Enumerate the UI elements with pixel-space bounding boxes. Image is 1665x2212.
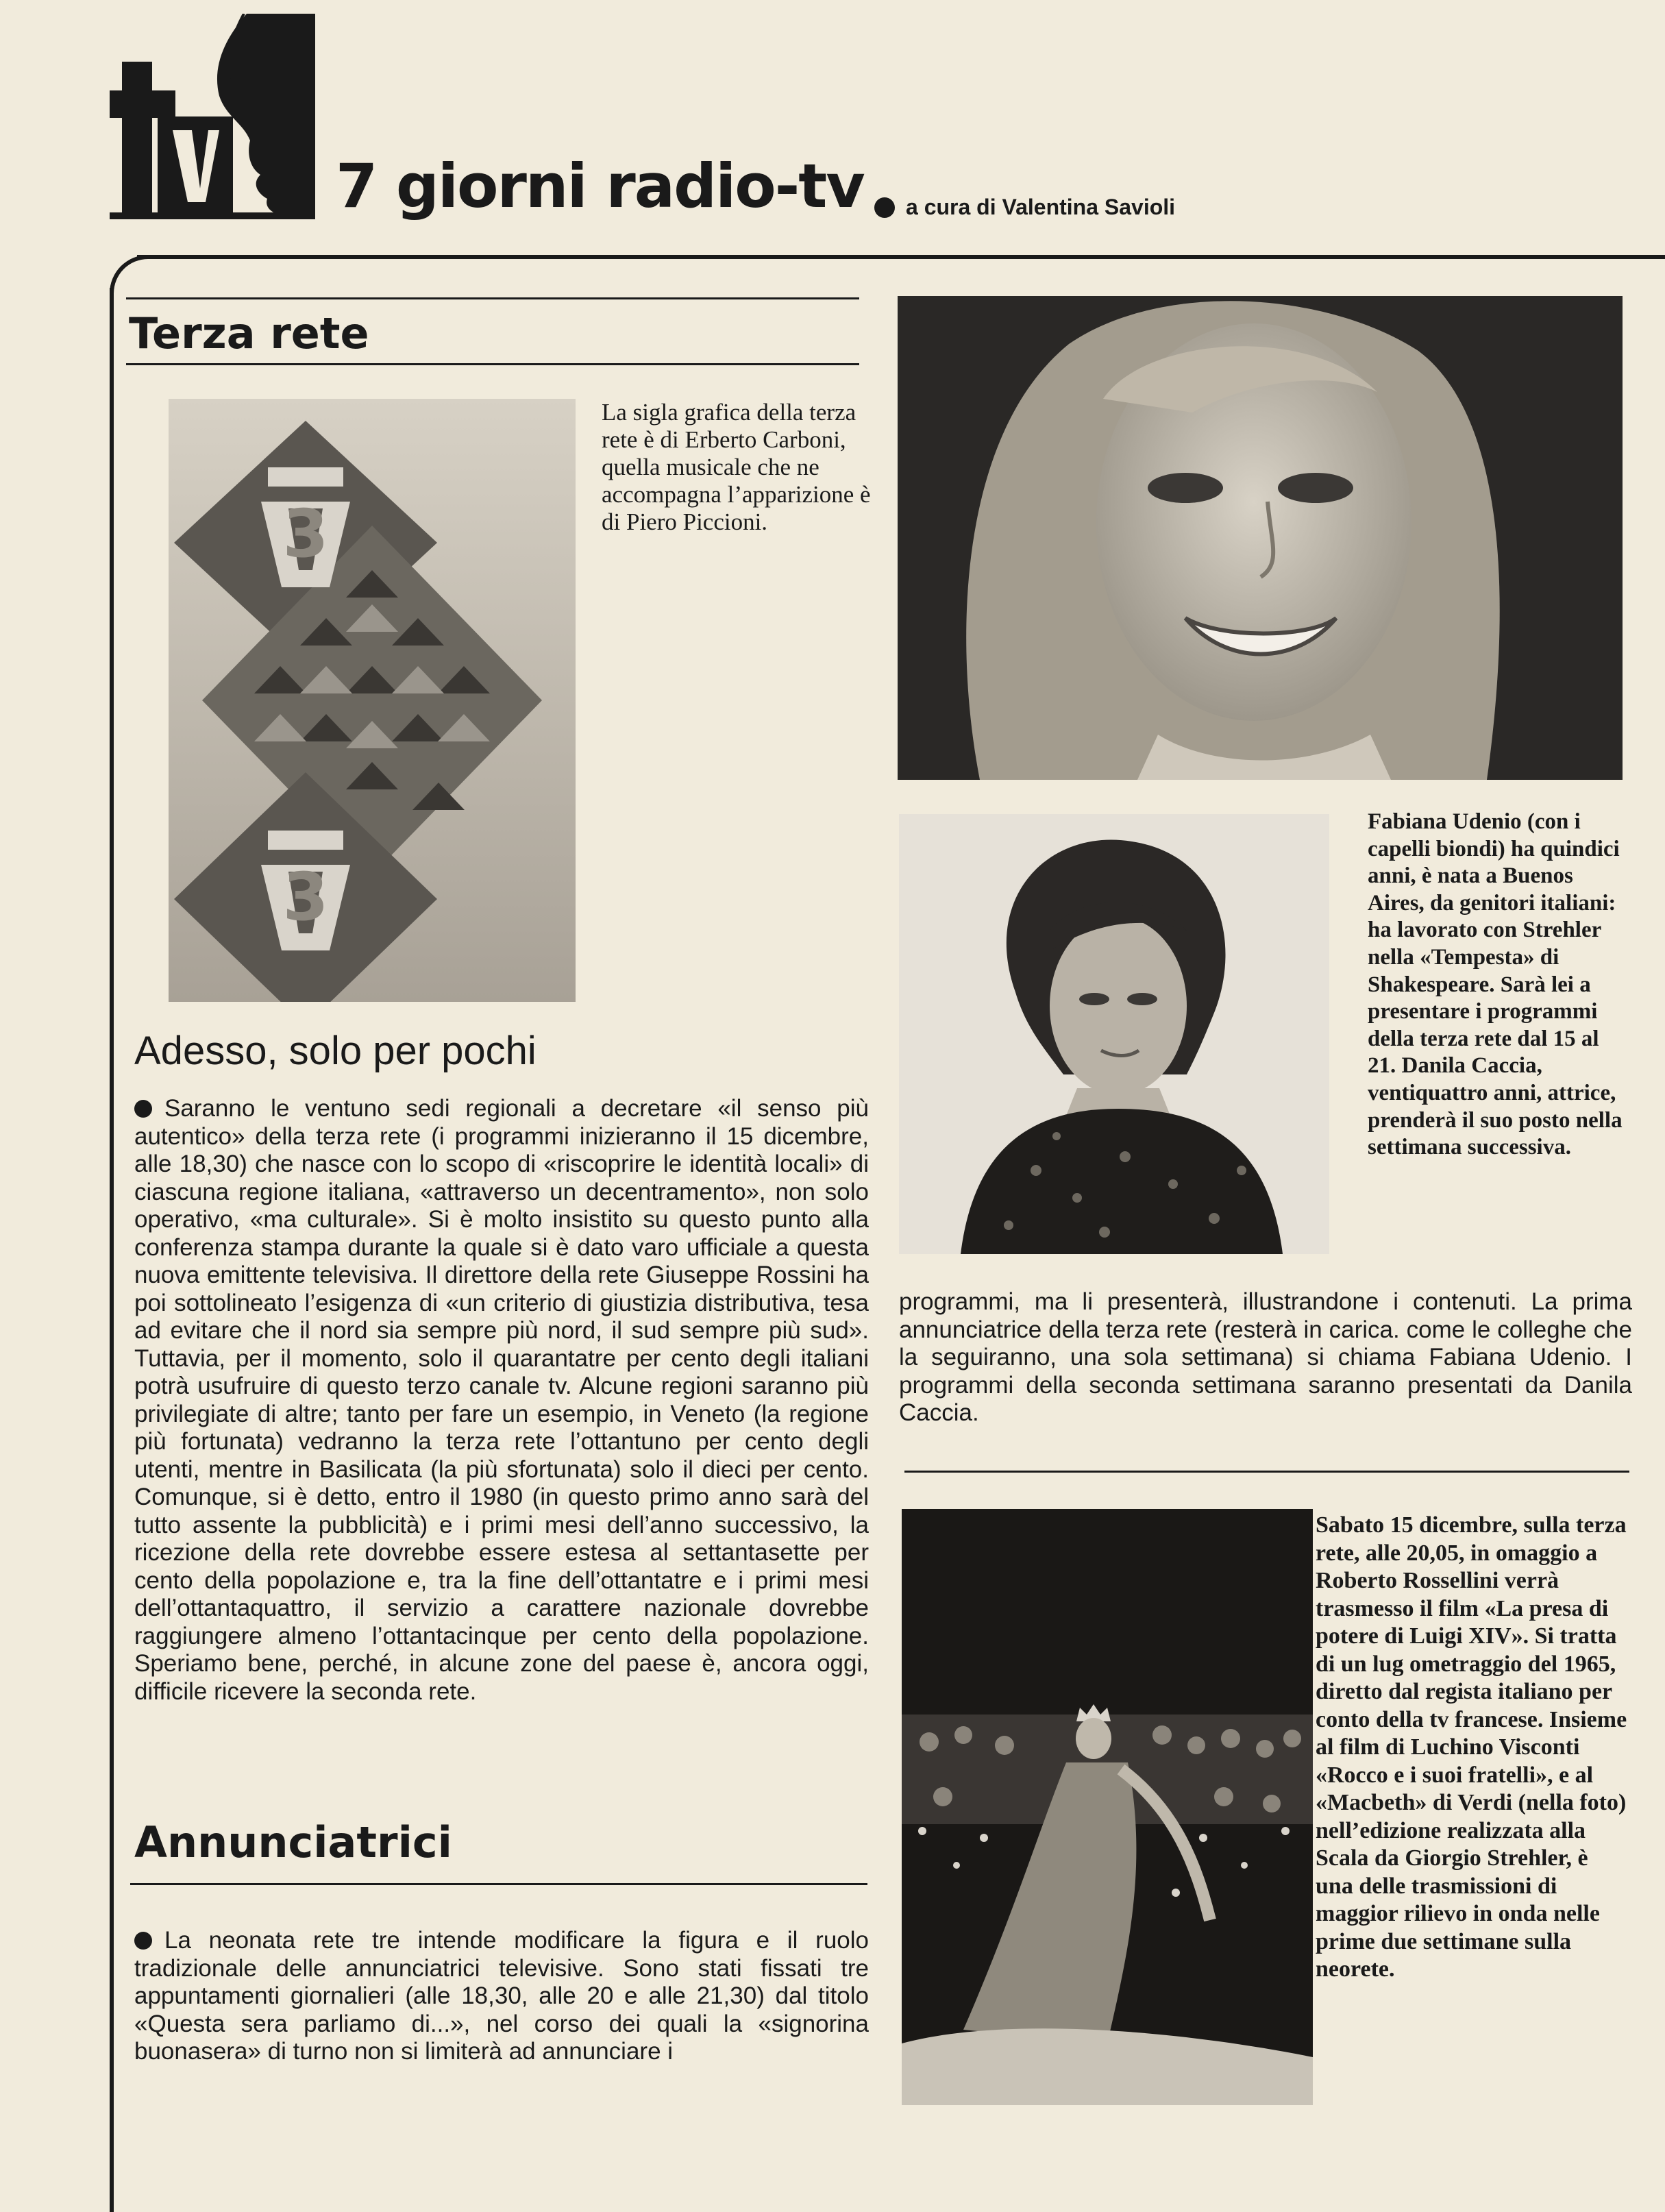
section-rule xyxy=(904,1471,1629,1473)
caption-macbeth: Sabato 15 dicembre, sulla terza rete, alle 20,05, in omaggio a Roberto Rossellini verrà trasmesso il film «La presa di potere di Luigi XIV». Si tratta di un lug ometraggio del 1965, diretto dal regista italiano per conto della tv francese. Insieme al film di Luchino Visconti «Rocco e i suoi fratelli», e al «Macbeth» di Verdi (nella foto) nell’edizione realizzata alla Scala da Giorgio Strehler, è una delle trasmissioni di maggior rilievo in onda nelle prime due settimane sulla neorete. xyxy=(1316,1512,1627,1982)
frame-corner xyxy=(110,255,151,296)
annunciatrici-body-left xyxy=(134,1927,869,2066)
logo-caption: La sigla grafica della terza rete è di Erberto Carboni, quella musicale che ne accompagna l’apparizione è di Piero Piccioni. xyxy=(602,399,871,535)
section-heading-annunciatrici: Annunciatrici xyxy=(134,1817,452,1867)
bullet-icon xyxy=(134,1932,152,1950)
column-title: 7 giorni radio-tv xyxy=(336,151,864,221)
section-rule xyxy=(130,1883,867,1885)
caption-announcers: Fabiana Udenio (con i capelli biondi) ha quindici anni, è nata a Buenos Aires, da genitori italiani: ha lavorato con Strehler nella «Tempesta» di Shakespeare. Sarà lei a presentare i programmi della terza rete dal 15 al 21. Danila Caccia, ventiquattro anni, attrice, prenderà il suo posto nella settimana successiva. xyxy=(1368,809,1623,1160)
logo-mark-bottom: 3 xyxy=(282,859,329,935)
section-rule xyxy=(126,363,859,365)
logo-mark-top: 3 xyxy=(282,495,329,572)
article-body-text: Saranno le ventuno sedi regionali a decretare «il senso più autentico» della terza rete (i programmi inizieranno il 15 dicembre, alle 18,30) che nasce con lo scopo di «riscoprire le identità locali» di ciascuna regione italiana, «attraverso un decentramento», non solo operativo, «ma culturale». Si è molto insistito su questo punto alla conferenza stampa durante la quale si è dato varo ufficiale a questa nuova emittente televisiva. Il direttore della rete Giuseppe Rossini ha poi sottolineato l’esigenza di «un criterio di giustizia distributiva, tesa ad evitare che il nord sia sempre più nord, il sud sempre più sud». Tuttavia, per il momento, solo il quarantatre per cento degli italiani potrà usufruire di questo terzo canale tv. Alcune regioni saranno più privilegiate di altre; tanto per fare un esempio, in Veneto (la regione più fortunata) vedranno la terza rete l’ottantuno per cento degli utenti, mentre in Basilicata (la più sfortunata) solo il dieci per cento. Comunque, si è detto, entro il 1980 (in questo primo anno sarà del tutto assente la pubblicità) e i primi mesi dell’anno successivo, la ricezione della rete dovrebbe essere estesa al settantasette per cento della popolazione e, tra la fine dell’ottantatre e i primi mesi dell’ottantaquattro, il servizio a carattere nazionale dovrebbe raggiungere almeno l’ottantacinque per cento della popolazione. Speriamo bene, perché, in alcune zone del paese è, ancora oggi, difficile ricevere la seconda rete. xyxy=(134,1095,869,1705)
article-title: Adesso, solo per pochi xyxy=(134,1029,536,1073)
photo-macbeth xyxy=(902,1509,1313,2105)
article-body xyxy=(134,1095,869,1706)
annunciatrici-text-left: La neonata rete tre intende modificare la figura e il ruolo tradizionale delle annunciatrici televisive. Sono stati fissati tre appuntamenti giornalieri (alle 18,30, alle 20 e alle 21,30) dal titolo «Questa sera parliamo di...», nel corso dei quali la «signorina buonasera» di turno non si limiterà ad annunciare i xyxy=(134,1927,869,2065)
tv-logo xyxy=(110,14,315,219)
photo-fabiana-udenio xyxy=(898,296,1623,780)
bullet-icon xyxy=(874,197,895,218)
frame-rule-top xyxy=(137,255,1665,259)
section-rule xyxy=(126,297,859,299)
section-heading-terza-rete: Terza rete xyxy=(129,308,369,358)
bullet-icon xyxy=(134,1100,152,1118)
photo-danila-caccia xyxy=(899,814,1329,1254)
frame-rule-left xyxy=(110,288,114,2212)
column-credit: a cura di Valentina Savioli xyxy=(906,195,1176,219)
rai3-logo-poster xyxy=(169,399,576,1002)
annunciatrici-body-right: programmi, ma li presenterà, illustrandone i contenuti. La prima annunciatrice della terza rete (resterà in carica. come le colleghe che la seguiranno, una sola settimana) si chiama Fabiana Udenio. I programmi della seconda settimana saranno presentati da Danila Caccia. xyxy=(899,1288,1632,1426)
